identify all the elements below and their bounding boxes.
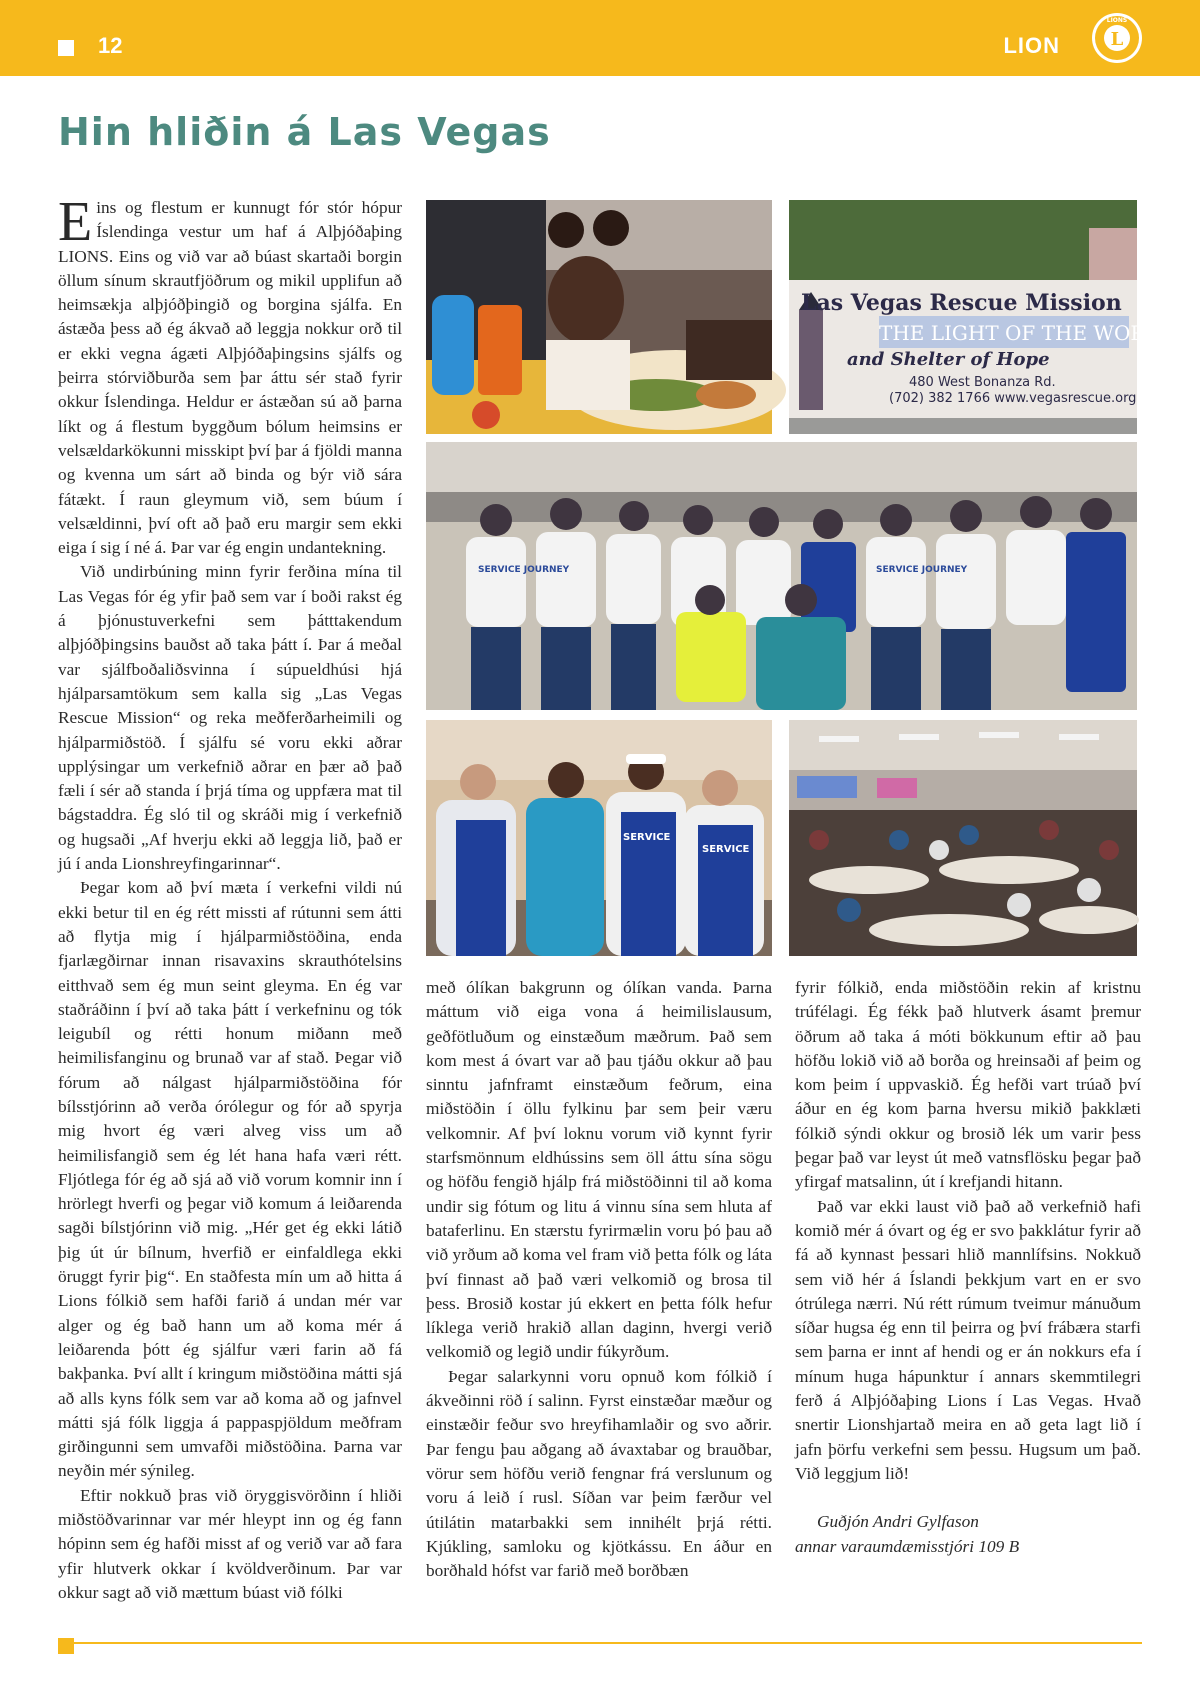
svg-text:SERVICE JOURNEY: SERVICE JOURNEY [478,565,570,575]
svg-text:Las Vegas Rescue Mission: Las Vegas Rescue Mission [801,290,1122,316]
article-title: Hin hliðin á Las Vegas [58,110,551,154]
svg-text:SERVICE JOURNEY: SERVICE JOURNEY [876,565,968,575]
author-role: annar varaumdæmisstjóri 109 B [795,1536,1020,1556]
paragraph: Þegar salarkynni voru opnuð kom fólkið í ákveðinni röð í salinn. Fyrst einstæðar mæður og einstæðir feður svo hreyfihamlaðir og svo aðrir. Þar fengu þau aðgang að ávaxtabar og brauðbar, vörur sem höfðu verið fengnar frá verslunum og voru á leið í rusl. Síðan var þeim færður vel útilátin matarbakki sem innihélt þrjá rétti. Kjúkling, samloku og kjötkássu. En áður en borðhald hófst var farið með borðbæn [426,1366,772,1581]
paragraph: Eins og flestum er kunnugt fór stór hópur Íslendinga vestur um haf á Alþjóðaþing LIONS. Eins og við var að búast skartaði borgin öllum sínum skrautfjöðrum og mikil upplifun að heimsækja alþjóðþingið og borgina sjálfa. En ástæða þess að ég ákvað að leggja nokkur orð til er ekki vegna ágæti Alþjóðaþingsins sjálfs og þeirra stórviðburða sem þar áttu sér stað fyrir okkur Íslendinga. Heldur er ástæðan sú að þarna líkt og á flestum byggðum bólum heimsins er velsældarkökunni misskipt því þar á fjöldi manna og kvenna um sárt að binda og býr við sára fátækt. Í raun gleymum við, sem búum í velsældinni, því oft að það eru margir sem ekki eiga í sig í né á. Þar var ég engin undantekning. [58,191,402,558]
svg-text:L: L [1110,29,1124,50]
paragraph: Þegar kom að því mæta í verkefni vildi nú ekki betur til en ég rétt missti af rútunni sem átti að flytja mig í hjálparmiðstöðina, enda fjarlægðirnar innan risavaxins skrauthótelsins eitthvað sem ég mun seint gleyma. En ég var staðráðinn í því að taka þátt í verkefninu og tók leigubíl og rétti honum miðann með heimilisfanginu og brunað var af stað. Þegar við fórum að nálgast hjálparmiðstöðina fór bílsstjórinn að verða órólegur og fór að spyrja mig hvort ég væri alveg viss um að heimilisfangið sem ég lét hana hafa væri rétt. Fljótlega fór ég að sjá að við vorum komnir inn í hrörlegt hverfi og þegar við komum á leiðarenda sagði bílstjórinn við mig. „Hér get ég ekki látið þig út úr bílnum, hverfið er einfaldlega ekki öruggt fyrir þig“. En staðfesta mín um að hitta á Lions fólkið sem hafði farið á undan mér var alger og ég bað hann um að koma mér á leiðarenda þótt ég sjálfur væri farin að fá bakþanka. Því allt í kringum miðstöðina mátti sjá að alls kyns fólk sem var að koma að og jafnvel mátti sjá fólk liggja á pappaspjöldum meðfram girðingunni sem umvafði miðstöðina. Þarna var neyðin mér sýnileg. [58,878,402,1481]
photo-dining-hall [789,720,1137,956]
svg-text:and Shelter of Hope: and Shelter of Hope [847,349,1050,370]
svg-text:SERVICE: SERVICE [702,844,750,855]
author-signature [795,1510,1141,1559]
paragraph: fyrir fólkið, enda miðstöðin rekin af kristnu trúfélagi. Ég fékk það hlutverk ásamt þremur öðrum að taka á móti bökkunum eftir að þau höfðu lokið við að borða og hreinsaði af þeim og kom þeim í uppvaskið. Ég hefði vart trúað því áður en ég kom þarna hversu mikið þakklæti fólkið sýndi okkur og brosið lék um varir þess þegar það var leyst út með vatnsflösku þegar það yfirgaf matsalinn, út í krefjandi hitann. [795,978,1141,1192]
page-marker [58,40,74,56]
article-column-1 [58,191,402,1605]
drop-cap: E [58,191,93,253]
lions-logo [1090,11,1144,65]
header-bar [0,0,1200,76]
article-column-2 [426,976,772,1583]
paragraph: Það var ekki laust við það að verkefnið hafi komið mér á óvart og ég er svo þakklátur fyrir að fá að kynnast þessari hlið mannlífsins. Nokkuð sem við hér á Íslandi þekkjum vart en er svo ótrúlega nærri. Nú rétt rúmum tveimur mánuðum síðar hugsa ég enn til þeirra og því frábæra starfi sem þarna er innt af hendi og er án nokkurs efa í mínum huga hápunktur í annars skemmtilegri ferð á Alþjóðaþing Lions í Las Vegas. Hvað snertir Lionshjartað meira en að geta lagt lið í jafn þörfu verkefni sem þessu. Hugsum um það. Við leggjum lið! [795,1196,1141,1483]
author-name: Guðjón Andri Gylfason [817,1512,979,1532]
footer-marker [58,1638,74,1654]
photo-volunteer-group [426,442,1137,710]
page-number: 12 [98,33,123,58]
photo-four-volunteers [426,720,772,956]
photo-child-eating [426,200,772,434]
svg-text:LIONS: LIONS [1106,17,1128,24]
paragraph: Við undirbúning minn fyrir ferðina mína til Las Vegas fór ég yfir það sem var í boði rakst ég á þjónustuverkefni sem þátttakendum alþjóðþingsins bauðst að taka þátt í. Þar á meðal var sjálfboðaliðsvinna í súpueldhúsi hjá hjálparsamtökum sem kalla sig „Las Vegas Rescue Mission“ og reka meðferðarheimili og hjálparmiðstöð. Í sjálfu sé voru ekki aðrar upplýsingar um verkefnið aðrar en þær að það fæli í sér að standa í þrjá tíma og uppfæra mat til bágstaddra. Ég sló til og skráði mig í verkefnið og hugsaði „Af hverju ekki að leggja lið, það er jú í anda Lionshreyfingarinnar“. [58,562,402,874]
svg-text:SERVICE: SERVICE [623,832,671,843]
magazine-name: LION [1003,33,1060,58]
paragraph: með ólíkan bakgrunn og ólíkan vanda. Þarna máttum við eiga vona á heimilislausum, geðfötluðum og einstæðum mæðrum. Það sem kom mest á óvart var að þau tjáðu okkur að þau sinntu jafnframt einstæðum feðrum, eina miðstöðin í öllu fylkinu þar sem þeir væru velkomnir. Af því loknu vorum við kynnt fyrir starfsmönnum eldhússins sem öll áttu sína sögu og höfðu fengið hjálp frá miðstöðinni til að koma undir sig fótum og litu á vinnu sína sem hluta af bataferlinu. En stærstu fyrirmælin voru þó þau að við yrðum að koma vel fram við þetta fólk og láta því finnast að það væri velkomið og brosa til þess. Brosið kostar jú ekkert en þetta fólk hefur líklega verið hrakið allan daginn, hvergi verið velkomið og legið undir fúkyrðum. [426,978,772,1362]
footer-rule [58,1642,1142,1644]
svg-text:(702) 382 1766 www.vegasrescue: (702) 382 1766 www.vegasrescue.org [889,391,1137,406]
photo-rescue-mission-sign [789,200,1175,434]
paragraph: Eftir nokkuð þras við öryggisvörðinn í hliði miðstöðvarinnar var mér hleypt inn og ég fann hópinn sem ég hafði misst af og verið var að fara yfir hlutverk okkar í kvöldverðinum. Þar var okkur sagt að við mættum búast við fólki [58,1485,402,1602]
article-column-3 [795,976,1141,1559]
svg-text:THE LIGHT OF THE WORLD: THE LIGHT OF THE WORLD [879,321,1175,345]
svg-text:480 West Bonanza Rd.: 480 West Bonanza Rd. [909,375,1056,390]
